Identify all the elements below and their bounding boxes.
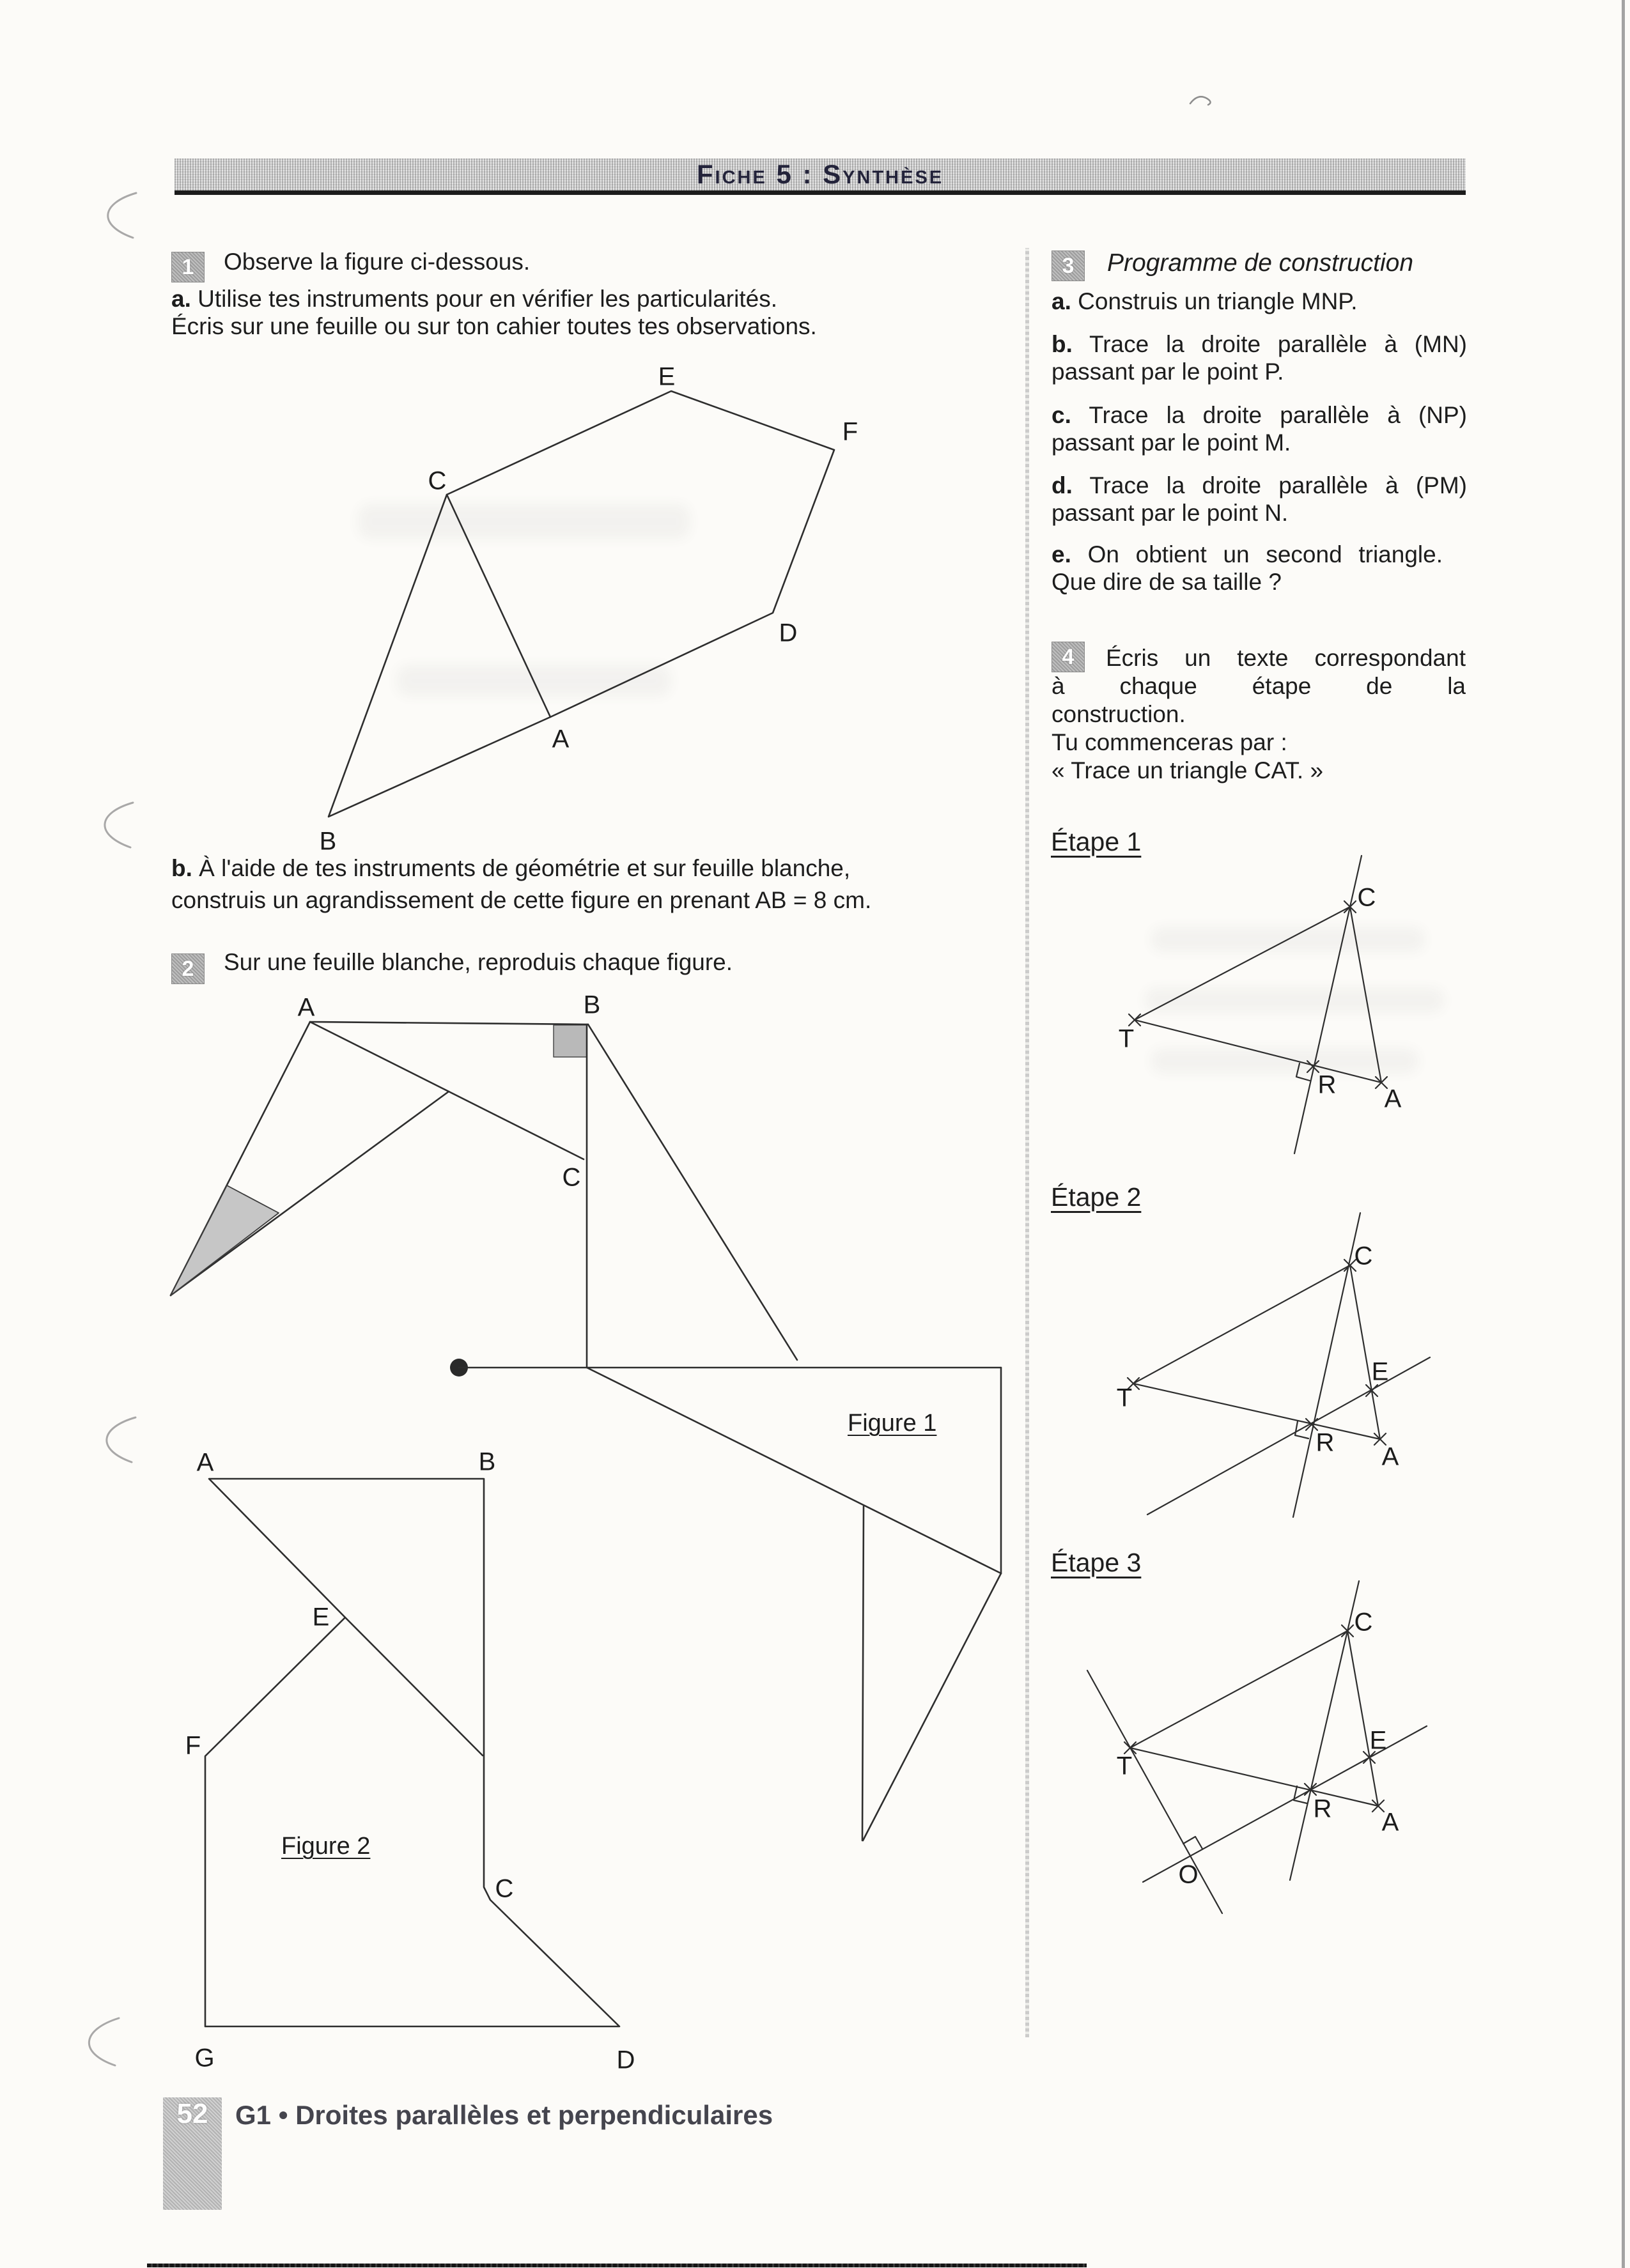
section-4-line5-text: « Trace un triangle CAT. » — [1052, 757, 1324, 783]
right-angle-marker-B — [554, 1025, 587, 1057]
x-mark-C — [1344, 901, 1356, 913]
section-4-line1-text: Écris un texte correspondant — [1106, 645, 1466, 671]
point-label-T: T — [1116, 1752, 1133, 1780]
section-3-title-text: Programme de construction — [1107, 249, 1414, 277]
point-label-C: C — [495, 1874, 514, 1903]
point-label-T: T — [1116, 1384, 1133, 1412]
item-b-prefix: b. — [171, 855, 192, 881]
point-label-A: A — [552, 725, 570, 753]
section-2-number-label: 2 — [182, 956, 194, 981]
section-4-line4-text: Tu commenceras par : — [1052, 729, 1287, 755]
item-a-prefix: a. — [171, 286, 191, 312]
footer-title-text: G1 • Droites parallèles et perpendiculaires — [235, 2100, 773, 2130]
point-label-R: R — [1316, 1428, 1335, 1457]
pen-squiggle — [1190, 96, 1211, 105]
figure-2 — [205, 1479, 619, 2026]
page-number-badge — [163, 2097, 222, 2210]
step-a-text: Construis un triangle MNP. — [1078, 288, 1358, 314]
item-a-line2: Écris sur une feuille ou sur ton cahier toutes tes observations. — [171, 313, 817, 339]
hole-punch-arcs — [89, 193, 136, 2065]
hole-punch-arc — [105, 803, 133, 847]
point-label-E: E — [1369, 1726, 1387, 1755]
hole-punch-arc — [107, 1417, 136, 1462]
point-label-A: A — [1381, 1808, 1399, 1837]
point-label-D: D — [616, 2046, 635, 2074]
figure-1-segment-AB — [310, 1022, 588, 1024]
point-label-C: C — [1354, 1242, 1373, 1270]
x-mark-T — [1129, 1014, 1140, 1026]
point-label-C: C — [1357, 883, 1376, 912]
point-label-F: F — [185, 1731, 201, 1760]
figure-1-lower-diagonal — [863, 1573, 1001, 1840]
hole-punch-arc — [108, 193, 136, 238]
point-label-R: R — [1313, 1794, 1332, 1823]
point-label-A: A — [1384, 1084, 1402, 1113]
section-4-number-label: 4 — [1062, 644, 1075, 669]
point-label-C: C — [428, 467, 447, 495]
etape-3-line-through-CR — [1290, 1581, 1359, 1880]
etape-3-heading-text: Étape 3 — [1051, 1548, 1142, 1577]
point-label-E: E — [312, 1603, 330, 1632]
etape-1-line-through-CR — [1294, 856, 1362, 1153]
page-number: 52 — [176, 2098, 208, 2129]
figure-1 — [171, 1022, 1001, 1840]
section-4-line2-text: à chaque étape de la — [1052, 673, 1466, 699]
item-b-line2: construis un agrandissement de cette figure en prenant AB = 8 cm. — [171, 887, 872, 913]
point-label-A: A — [196, 1448, 214, 1477]
point-label-A: A — [1381, 1442, 1399, 1471]
figure-1-slant-from-B — [588, 1024, 797, 1360]
point-label-B: B — [583, 991, 601, 1019]
step-d-text: Trace la droite parallèle à (PM) passant par le point N. — [1052, 472, 1467, 526]
hole-punch-arc — [89, 2018, 119, 2065]
item-b-line1: À l'aide de tes instruments de géométrie et sur feuille blanche, — [199, 855, 851, 881]
etape-3-cross-marks — [1124, 1625, 1384, 1812]
step-e-prefix: e. — [1052, 541, 1071, 567]
point-label-C: C — [1354, 1608, 1373, 1637]
point-label-R: R — [1317, 1070, 1337, 1099]
figure-a-outline — [329, 391, 834, 817]
etape-3-line-through-TO — [1087, 1670, 1222, 1913]
page-title: Fiche 5 : Synthèse — [696, 159, 944, 189]
point-label-E: E — [658, 362, 676, 391]
step-a-prefix: a. — [1052, 288, 1071, 314]
figure-1-shaded-triangle — [171, 1185, 279, 1295]
etape-2-line-through-CR — [1293, 1213, 1360, 1517]
point-label-D: D — [779, 619, 798, 647]
figure-2-outline — [205, 1479, 619, 2026]
figure-2-caption-text: Figure 2 — [281, 1833, 371, 1860]
point-label-B: B — [319, 827, 337, 856]
etape-2-cross-marks — [1128, 1260, 1386, 1445]
item-a-line1: Utilise tes instruments pour en vérifier les particularités. — [198, 286, 777, 312]
figure-a — [329, 391, 834, 817]
point-label-E: E — [1371, 1357, 1389, 1386]
step-d-prefix: d. — [1052, 472, 1073, 498]
step-c-prefix: c. — [1052, 402, 1071, 428]
footer-title — [235, 2100, 773, 2131]
etape-1-heading-text: Étape 1 — [1051, 827, 1142, 856]
point-label-C: C — [562, 1163, 581, 1192]
point-label-T: T — [1118, 1024, 1135, 1053]
etape-1-figure — [1129, 856, 1387, 1153]
point-label-A: A — [297, 993, 315, 1022]
section-1-number-label: 1 — [182, 254, 194, 279]
point-label-O: O — [1178, 1860, 1199, 1889]
etape-2-heading-text: Étape 2 — [1051, 1182, 1142, 1212]
point-label-G: G — [194, 2044, 215, 2072]
section-4-line3-text: construction. — [1052, 701, 1186, 727]
step-c-text: Trace la droite parallèle à (NP) passant par le point M. — [1052, 402, 1467, 456]
etape-1-cross-marks — [1129, 901, 1387, 1088]
figure-1-diagonal — [587, 1368, 1001, 1573]
figure-1-inner-vertical — [862, 1506, 864, 1840]
section-1-intro-text: Observe la figure ci-dessous. — [224, 249, 531, 275]
section-3-number-label: 3 — [1062, 253, 1075, 278]
step-e-text: On obtient un second triangle. Que dire de sa taille ? — [1052, 541, 1443, 595]
point-label-F: F — [842, 417, 858, 446]
figure-1-branch-line — [171, 1092, 449, 1295]
figure-1-caption-text: Figure 1 — [848, 1410, 937, 1437]
point-label-B: B — [478, 1447, 496, 1476]
step-b-prefix: b. — [1052, 331, 1073, 357]
figure-2-diagonal-EA-extension — [345, 1617, 483, 1755]
section-2-intro-text: Sur une feuille blanche, reproduis chaque figure. — [224, 949, 733, 975]
figure-a-segment-CA — [447, 495, 550, 717]
figure-1-segment-AC — [310, 1022, 584, 1159]
step-b-text: Trace la droite parallèle à (MN) passant par le point P. — [1052, 331, 1467, 385]
